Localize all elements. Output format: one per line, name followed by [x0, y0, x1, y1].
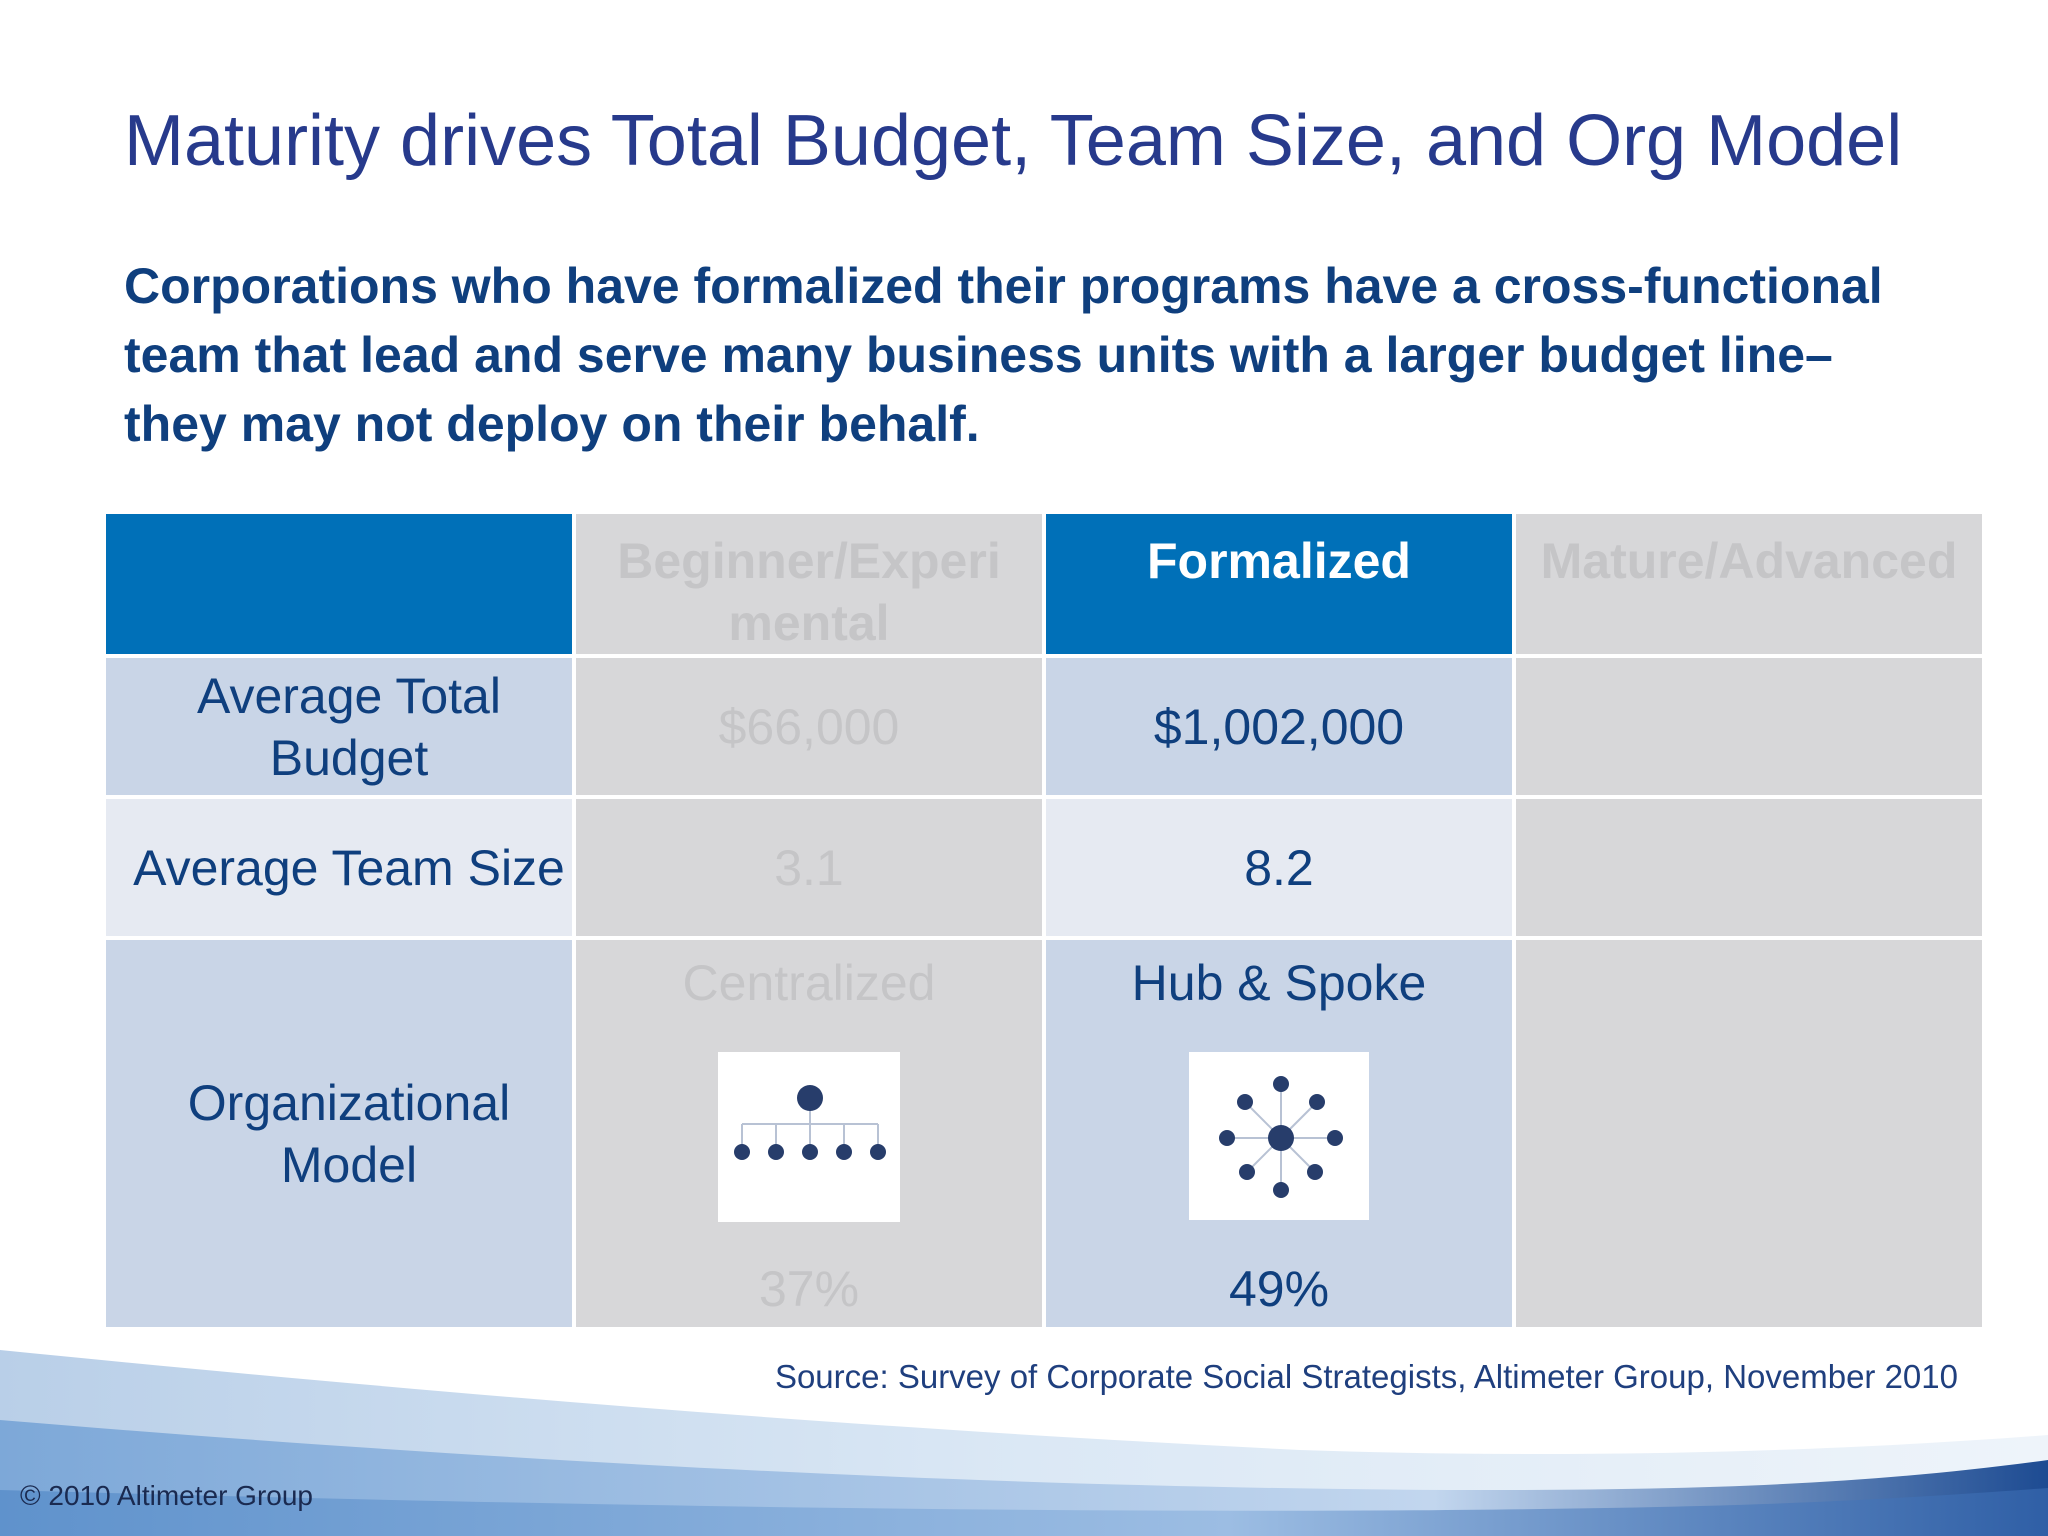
maturity-table	[102, 510, 1986, 1331]
source-note: Source: Survey of Corporate Social Strategists, Altimeter Group, November 2010	[774, 1358, 1958, 1395]
beginner-org-model-cell	[576, 940, 1042, 1327]
table-row	[106, 799, 1982, 936]
slide-subtitle: Corporations who have formalized their programs have a cross-functional team that lead and serve many business units with a larger budget line–they may not deploy on their behalf.	[124, 258, 1883, 452]
header-blank-cell	[106, 514, 572, 654]
row-label-budget: Average Total Budget	[106, 658, 572, 795]
formalized-model-name: Hub & Spoke	[1131, 955, 1427, 1011]
beginner-model-percent: 37%	[758, 1261, 860, 1317]
header-beginner: Beginner/Experi mental	[576, 514, 1042, 654]
beginner-team-size-value: 3.1	[576, 799, 1042, 936]
table-row	[106, 658, 1982, 795]
centralized-org-icon	[718, 1052, 900, 1222]
row-label-org-model: Organizational Model	[106, 940, 572, 1327]
slide-title: Maturity drives Total Budget, Team Size, and Org Model	[124, 101, 1903, 181]
mature-budget-value	[1516, 658, 1982, 795]
header-mature: Mature/Advanced	[1516, 514, 1982, 654]
formalized-org-model-cell	[1046, 940, 1512, 1327]
header-formalized: Formalized	[1046, 514, 1512, 654]
mature-org-model-cell	[1516, 940, 1982, 1327]
mature-team-size-value	[1516, 799, 1982, 936]
beginner-model-name: Centralized	[682, 955, 936, 1011]
row-label-team-size: Average Team Size	[106, 799, 572, 936]
table-row	[106, 940, 1982, 1327]
beginner-budget-value: $66,000	[576, 658, 1042, 795]
table-header-row	[106, 514, 1982, 654]
copyright: © 2010 Altimeter Group	[20, 1480, 314, 1511]
hub-and-spoke-org-icon	[1189, 1052, 1369, 1220]
formalized-budget-value: $1,002,000	[1046, 658, 1512, 795]
formalized-model-percent: 49%	[1228, 1261, 1330, 1317]
formalized-team-size-value: 8.2	[1046, 799, 1512, 936]
